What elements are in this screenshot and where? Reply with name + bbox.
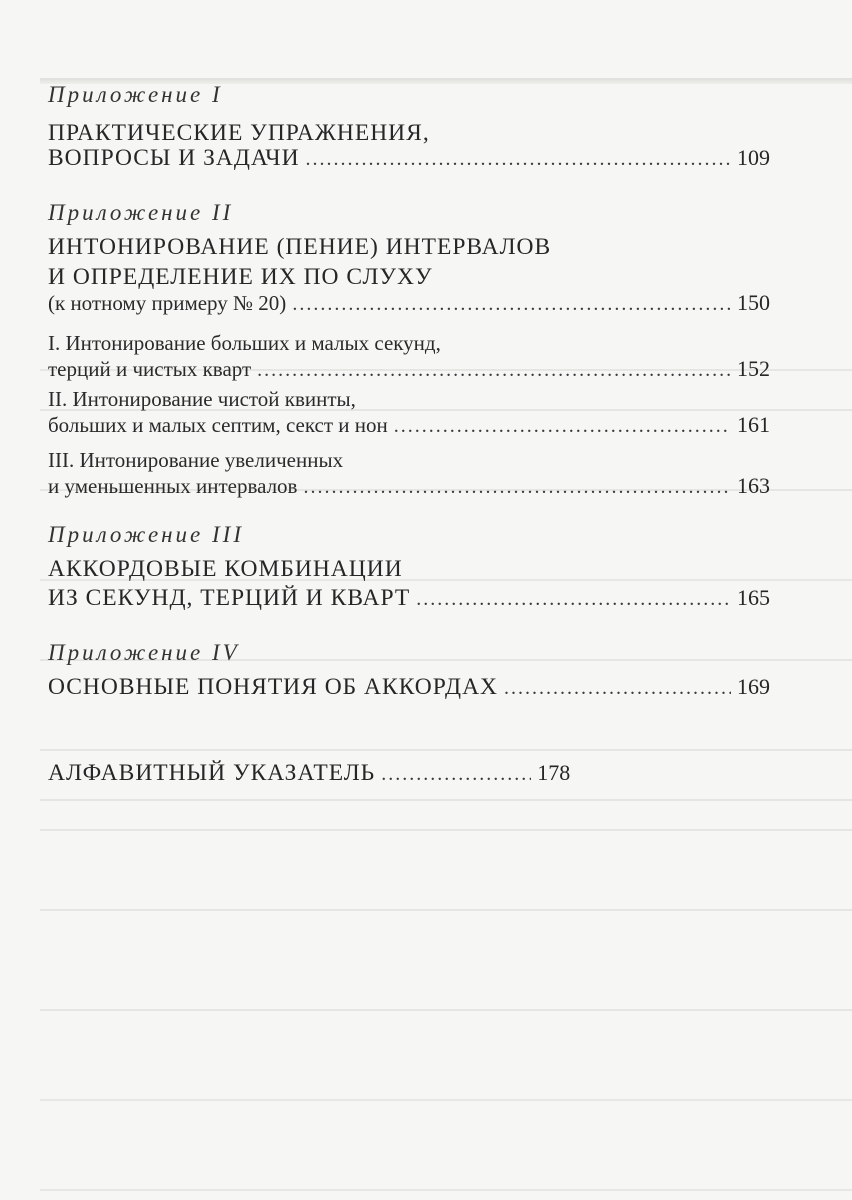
section-3-line-1: III. Интонирование увеличенных — [48, 448, 344, 472]
appendix-2-entry[interactable] — [48, 290, 770, 316]
index-page: 178 — [537, 760, 571, 785]
section-3-entry[interactable] — [48, 473, 770, 499]
appendix-1-label: Приложение I — [48, 82, 223, 107]
section-2-line-1: II. Интонирование чистой квинты, — [48, 387, 356, 411]
dot-leader — [257, 359, 731, 382]
appendix-4-label: Приложение IV — [48, 640, 240, 665]
section-2-line-2: больших и малых септим, секст и нон — [48, 413, 388, 437]
section-2-entry[interactable] — [48, 412, 770, 438]
appendix-1-page: 109 — [737, 145, 770, 170]
appendix-3-title-last: ИЗ СЕКУНД, ТЕРЦИЙ И КВАРТ — [48, 585, 411, 611]
appendix-3-page: 165 — [737, 585, 770, 610]
appendix-2-title-line-1: ИНТОНИРОВАНИЕ (ПЕНИЕ) ИНТЕРВАЛОВ — [48, 234, 552, 260]
index-entry[interactable] — [48, 760, 770, 787]
dot-leader — [394, 415, 731, 438]
appendix-2-title-line-2: И ОПРЕДЕЛЕНИЕ ИХ ПО СЛУХУ — [48, 264, 433, 290]
dot-leader — [504, 677, 731, 700]
section-1-line-2: терций и чистых кварт — [48, 357, 252, 381]
section-1-page: 152 — [737, 356, 770, 381]
section-3-page: 163 — [737, 473, 770, 498]
section-3-line-2: и уменьшенных интервалов — [48, 474, 298, 498]
dot-leader — [306, 148, 731, 171]
dot-leader — [303, 476, 731, 499]
dot-leader — [381, 763, 531, 786]
appendix-3-title-line: АККОРДОВЫЕ КОМБИНАЦИИ — [48, 556, 403, 582]
dot-leader — [416, 588, 731, 611]
dot-leader — [292, 293, 731, 316]
appendix-1-title-last: ВОПРОСЫ И ЗАДАЧИ — [48, 145, 300, 171]
appendix-2-title-last: (к нотному примеру № 20) — [48, 291, 287, 315]
appendix-1-title-line: ПРАКТИЧЕСКИЕ УПРАЖНЕНИЯ, — [48, 120, 430, 146]
section-1-entry[interactable] — [48, 356, 770, 382]
index-title: АЛФАВИТНЫЙ УКАЗАТЕЛЬ — [48, 760, 376, 786]
appendix-3-label: Приложение III — [48, 522, 244, 547]
appendix-3-entry[interactable] — [48, 585, 770, 612]
appendix-1-entry[interactable] — [48, 145, 770, 172]
section-2-page: 161 — [737, 412, 770, 437]
appendix-4-entry[interactable] — [48, 674, 770, 701]
appendix-4-title-last: ОСНОВНЫЕ ПОНЯТИЯ ОБ АККОРДАХ — [48, 674, 499, 700]
appendix-2-label: Приложение II — [48, 200, 234, 225]
appendix-2-page: 150 — [737, 290, 770, 315]
appendix-4-page: 169 — [737, 674, 770, 699]
section-1-line-1: I. Интонирование больших и малых секунд, — [48, 331, 441, 355]
